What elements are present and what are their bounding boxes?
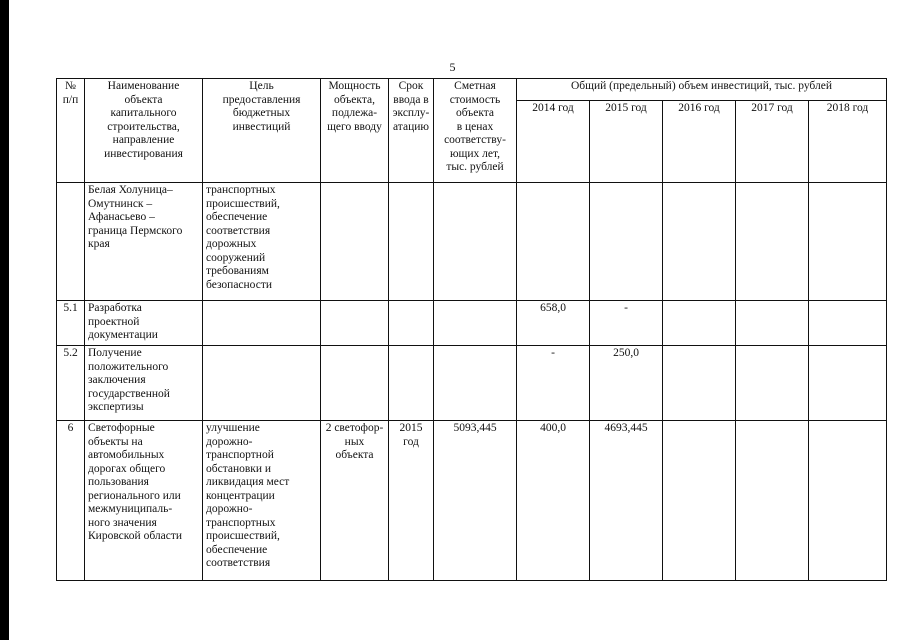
- row-object-name-line: объекты на: [88, 435, 143, 448]
- row-object-name-line: положительного: [88, 360, 169, 373]
- header-cost: [434, 79, 517, 183]
- row-goal-line: ликвидация мест: [206, 476, 290, 488]
- row-value-2014: [517, 183, 590, 301]
- row-object-name-line: межмуниципаль-: [88, 503, 173, 515]
- header-goal-line: инвестиций: [232, 120, 291, 133]
- row-value-2015: -: [590, 301, 663, 346]
- row-goal-line: дорожно-: [206, 503, 253, 515]
- row-number: 5.2: [57, 346, 85, 421]
- header-name-line: направление: [112, 134, 175, 146]
- header-no: [57, 79, 85, 183]
- row-value-2015: [590, 183, 663, 301]
- header-name-line: инвестирования: [104, 147, 183, 160]
- header-year-2015: 2015 год: [590, 101, 663, 183]
- table-row: [57, 346, 887, 421]
- row-goal-line: соответствия: [206, 557, 271, 569]
- header-capacity-line: подлежа-: [331, 107, 378, 119]
- header-total-investment: Общий (предельный) объем инвестиций, тыс. рублей: [517, 79, 887, 101]
- header-no-line: №: [65, 80, 76, 92]
- row-cost: [434, 346, 517, 421]
- table-row: [57, 183, 887, 301]
- header-goal: [203, 79, 321, 183]
- scan-edge-bar: [0, 0, 9, 640]
- header-capacity: [321, 79, 389, 183]
- row-object-name-line: граница Пермского: [88, 224, 183, 237]
- header-cost-line: ющих лет,: [449, 147, 501, 160]
- row-value-2018: [809, 421, 887, 581]
- row-capacity-line: объекта: [335, 449, 374, 461]
- table-row: [57, 301, 887, 346]
- row-goal: [203, 421, 321, 581]
- row-capacity: [321, 421, 389, 581]
- row-value-2018: [809, 301, 887, 346]
- row-value-2017: [736, 421, 809, 581]
- row-cost: 5093,445: [434, 421, 517, 581]
- row-goal-line: улучшение: [206, 422, 260, 434]
- header-name-line: объекта: [124, 93, 163, 106]
- row-value-2016: [663, 421, 736, 581]
- row-value-2014: 658,0: [517, 301, 590, 346]
- row-object-name-line: дорогах общего: [88, 462, 166, 475]
- row-goal-line: дорожных: [206, 238, 257, 250]
- row-capacity-line: ных: [344, 435, 365, 448]
- row-term: [389, 421, 434, 581]
- header-cost-line: тыс. рублей: [446, 161, 504, 173]
- header-term: [389, 79, 434, 183]
- row-object-name-line: экспертизы: [88, 401, 144, 413]
- row-goal-line: происшествий,: [206, 530, 280, 542]
- page-number: 5: [449, 60, 456, 74]
- row-object-name-line: ного значения: [88, 516, 157, 529]
- row-value-2015: 250,0: [590, 346, 663, 421]
- row-goal: [203, 346, 321, 421]
- row-term: [389, 301, 434, 346]
- header-capacity-line: объекта,: [334, 93, 375, 106]
- row-goal-line: транспортных: [206, 184, 276, 196]
- header-cost-line: объекта: [455, 107, 495, 119]
- row-object-name-line: документации: [88, 329, 158, 341]
- header-term-line: ввода в: [393, 93, 429, 106]
- row-term-line: 2015: [399, 422, 423, 434]
- header-year-2017: 2017 год: [736, 101, 809, 183]
- header-term-line: атацию: [393, 120, 429, 133]
- row-value-2016: [663, 301, 736, 346]
- header-year-2018: 2018 год: [809, 101, 887, 183]
- row-cost: [434, 183, 517, 301]
- investment-table: [56, 78, 887, 581]
- header-no-line: п/п: [62, 93, 79, 106]
- row-value-2016: [663, 183, 736, 301]
- row-object-name-line: регионального или: [88, 489, 181, 502]
- header-capacity-line: Мощность: [328, 80, 381, 92]
- row-goal-line: соответствия: [206, 224, 271, 237]
- row-goal-line: безопасности: [206, 278, 273, 291]
- row-goal-line: требованиям: [206, 265, 269, 277]
- header-capacity-line: щего вводу: [327, 120, 382, 133]
- header-term-line: эксплу-: [392, 107, 430, 119]
- row-object-name-line: Афанасьево –: [88, 211, 155, 223]
- row-value-2014: -: [517, 346, 590, 421]
- row-object-name-line: Кировской области: [88, 530, 183, 542]
- row-value-2017: [736, 346, 809, 421]
- row-value-2017: [736, 183, 809, 301]
- header-goal-line: предоставления: [222, 93, 301, 106]
- row-goal-line: транспортной: [206, 449, 274, 461]
- header-goal-line: бюджетных: [232, 107, 291, 119]
- row-goal: [203, 183, 321, 301]
- row-value-2014: 400,0: [517, 421, 590, 581]
- row-term: [389, 183, 434, 301]
- header-year-2016: 2016 год: [663, 101, 736, 183]
- row-goal-line: происшествий,: [206, 197, 280, 210]
- row-capacity-line: 2 светофор-: [325, 422, 384, 434]
- row-object-name-line: Светофорные: [88, 422, 155, 434]
- header-year-2014: 2014 год: [517, 101, 590, 183]
- header-cost-line: стоимость: [449, 93, 501, 106]
- header-name: [85, 79, 203, 183]
- row-term: [389, 346, 434, 421]
- row-goal-line: обеспечение: [206, 211, 268, 223]
- row-goal-line: обеспечение: [206, 543, 268, 556]
- header-cost-line: в ценах: [456, 120, 494, 133]
- row-object-name-line: Разработка: [88, 302, 142, 314]
- row-object-name-line: автомобильных: [88, 449, 165, 461]
- header-cost-line: соответству-: [444, 134, 506, 146]
- row-goal-line: дорожно-: [206, 435, 253, 448]
- row-object-name: [85, 421, 203, 581]
- row-object-name-line: заключения: [88, 374, 146, 386]
- row-number: [57, 183, 85, 301]
- row-value-2018: [809, 346, 887, 421]
- row-object-name-line: Омутнинск –: [88, 197, 153, 210]
- row-cost: [434, 301, 517, 346]
- header-goal-line: Цель: [249, 80, 274, 92]
- row-value-2017: [736, 301, 809, 346]
- row-number: 5.1: [57, 301, 85, 346]
- header-cost-line: Сметная: [454, 80, 496, 92]
- row-goal-line: транспортных: [206, 516, 276, 529]
- row-number: 6: [57, 421, 85, 581]
- row-object-name-line: Белая Холуница–: [88, 184, 173, 196]
- row-object-name-line: пользования: [88, 476, 149, 488]
- header-term-line: Срок: [398, 80, 424, 92]
- row-object-name-line: проектной: [88, 315, 140, 328]
- row-term-line: год: [403, 435, 419, 448]
- row-goal-line: сооружений: [206, 251, 266, 264]
- row-object-name-line: государственной: [88, 387, 170, 400]
- row-value-2015: 4693,445: [590, 421, 663, 581]
- header-name-line: строительства,: [107, 120, 180, 133]
- row-capacity: [321, 183, 389, 301]
- header-name-line: Наименование: [107, 80, 180, 92]
- row-object-name-line: края: [88, 238, 110, 250]
- row-object-name: [85, 183, 203, 301]
- table-row: [57, 421, 887, 581]
- row-capacity: [321, 301, 389, 346]
- header-name-line: капитального: [110, 107, 177, 119]
- row-value-2016: [663, 346, 736, 421]
- row-goal: [203, 301, 321, 346]
- row-object-name: [85, 301, 203, 346]
- row-capacity: [321, 346, 389, 421]
- header-row-1: [57, 79, 887, 101]
- row-value-2018: [809, 183, 887, 301]
- row-goal-line: обстановки и: [206, 462, 272, 475]
- row-object-name: [85, 346, 203, 421]
- row-object-name-line: Получение: [88, 347, 142, 359]
- row-goal-line: концентрации: [206, 489, 275, 502]
